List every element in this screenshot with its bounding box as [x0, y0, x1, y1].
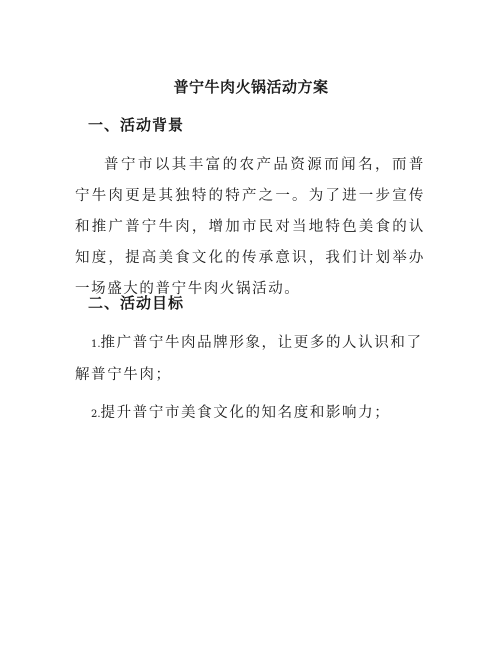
goal-number: 2.	[91, 409, 101, 420]
goal-list-item	[75, 398, 427, 430]
section-heading-background: 一、活动背景	[88, 116, 185, 134]
goal-text: 推广普宁牛肉品牌形象，让更多的人认识和了解普宁牛肉；	[75, 335, 423, 383]
background-paragraph: 普宁市以其丰富的农产品资源而闻名，而普宁牛肉更是其独特的特产之一。为了进一步宣传和推广普宁牛肉，增加市民对当地特色美食的认知度，提高美食文化的传承意识，我们计划举办一场盛大的普宁牛肉火锅活动。	[75, 157, 425, 297]
goal-number: 1.	[91, 339, 101, 350]
goal-text: 提升普宁市美食文化的知名度和影响力；	[100, 405, 391, 421]
document-title: 普宁牛肉火锅活动方案	[173, 78, 329, 96]
section-heading-goals: 二、活动目标	[88, 294, 185, 312]
goal-list-item	[75, 328, 427, 391]
